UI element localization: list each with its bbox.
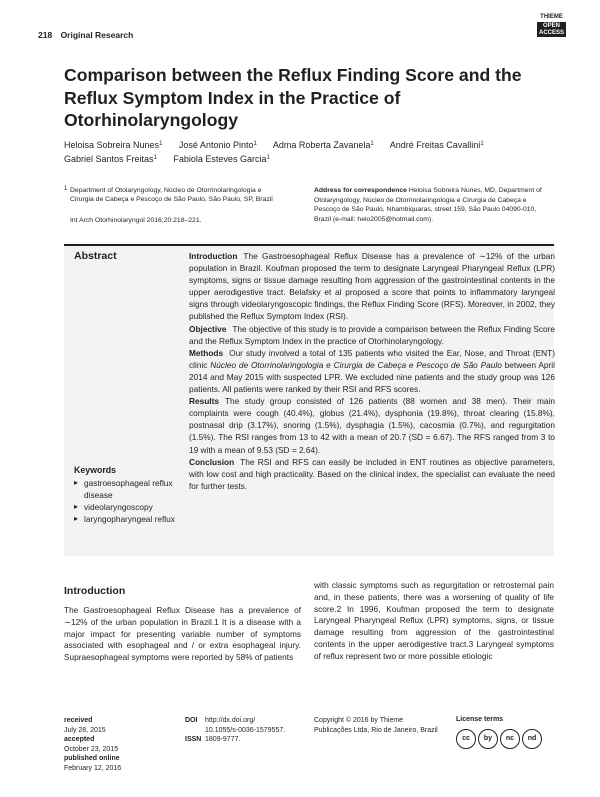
noderivatives-icon: nd (522, 729, 542, 749)
affiliation (64, 186, 284, 204)
thieme-open-access-logo (537, 14, 566, 37)
badge-line-2: ACCESS (538, 29, 564, 36)
keywords-heading: Keywords (74, 465, 117, 475)
abstract-objective: Objective The objective of this study is to provide a comparison between the Reflux Finding Score and the Reflux Symptom Index in the practice of Otorhinolaryngology. (189, 323, 555, 346)
issn-value: 1809-9777. (205, 736, 241, 744)
correspondence-text: Heloisa Sobreira Nunes, MD, Department of Otolaryngology, Núcleo de Otorrinolaringologia e Cirurgia de Cabeça e Pescoço de São Paulo, Nhambiquaras, street 159, São Paulo 04090-010, Brazil (e-mail: helo2005@hotmail.com). (314, 187, 542, 224)
abstract-results: Results The study group consisted of 126 patients (88 women and 38 men). Their main complaints were cough (40.4%), globus (21.4%), dysphonia (19.8%), throat clearing (15.8%), postnasal drip (3.17%), snoring (1.5%), dysphagia (1.5%), cacosmia (0.7%), and regurgitation (1.5%). The RSI ranges from 13 to 42 with a mean of 20.7 (SD = 6.67). The RFS ranged from 3 to 19 with a mean of 9.53 (SD = 2.64). (189, 396, 555, 455)
issn-label: ISSN (185, 736, 202, 744)
license-icons (456, 729, 542, 749)
abstract-heading: Abstract (74, 250, 117, 262)
publication-dates (64, 716, 121, 774)
doi-label: DOI (185, 717, 198, 724)
cc-icon: cc (456, 729, 476, 749)
author: Gabriel Santos Freitas$^1$ (64, 154, 157, 164)
author: José Antonio Pinto$^1$ (178, 140, 257, 150)
correspondence-label: Address for correspondence (314, 187, 407, 194)
article-title: Comparison between the Reflux Finding Score and the Reflux Symptom Index in the Practice of Otorhinolaryngology (64, 65, 522, 130)
attribution-icon: by (478, 729, 498, 749)
received-label: received (64, 717, 93, 724)
abstract-text (189, 250, 555, 492)
doi-block (185, 716, 285, 745)
keywords (74, 464, 179, 525)
badge-line-1: OPEN (542, 23, 560, 29)
license-terms-label: License terms (456, 716, 504, 723)
author: Adma Roberta Zavanela$^1$ (272, 140, 374, 150)
published-label: published online (64, 755, 120, 763)
author-list (64, 138, 534, 166)
affiliation-text: Department of Otolaryngology, Núcleo de Otorrinolaringologia e Cirurgia de Cabeça e Pescoço de São Paulo, São Paulo, SP, Brazil (70, 187, 273, 203)
introduction-heading: Introduction (64, 585, 126, 597)
noncommercial-icon: nc (500, 729, 520, 749)
section-label: Original Research (60, 30, 134, 40)
affiliation-number: 1 (64, 186, 68, 192)
keyword-item: ▸ laryngopharyngeal reflux (74, 513, 179, 525)
abstract-methods: Methods Our study involved a total of 135 patients who visited the Ear, Nose, and Throat (ENT) clinic Núcleo de Otorrinolaringologia e Cirurgia de Cabeça e Pescoço de São Paulo between April 2014 and May 2015 with suspected LPR. We excluded nine patients and the study group was 126 patients. All patients were ranked by their RSI and RFS scores. (189, 347, 555, 395)
author: André Freitas Cavallini$^1$ (389, 140, 484, 150)
introduction-column-2: with classic symptoms such as regurgitation or retrosternal pain and, in these patients, there was a worsening of quality of life score.2 In 1996, Koufman proposed the term to designate Laryngeal Pharyngeal Reflux (LPR) symptoms, signs, or tissue damage resulting from aggression of the gastrointestinal contents in the upper aerodigestive tract.3 Laryngeal symptoms of reflux represent two or more possible etiologic (314, 580, 554, 661)
open-access-badge (537, 22, 566, 37)
doi-id: 10.1055/s-0036-1579557. (205, 726, 286, 734)
accepted-date: October 23, 2015 (64, 745, 119, 753)
published-date: February 12, 2016 (64, 764, 122, 772)
copyright-notice: Copyright © 2016 by Thieme Publicações Ltda, Rio de Janeiro, Brazil (314, 717, 438, 734)
correspondence-address (314, 186, 554, 225)
author: Fabiola Esteves Garcia$^1$ (173, 154, 270, 164)
accepted-label: accepted (64, 736, 95, 744)
introduction-column-1: The Gastroesophageal Reflux Disease has a prevalence of ∼12% of the urban population in Brazil.1 It is a disease with a major impact for presenting variable number of symptoms associated with esophageal and / or extra esophageal injury. Supraesophageal symptoms were reported by 58% of patients (64, 605, 301, 663)
keyword-item: ▸ videolaryngoscopy (74, 501, 179, 513)
abstract-introduction: Introduction The Gastroesophageal Reflux Disease has a prevalence of ∼12% of the urban population in Brazil. Koufman proposed the term to designate Laryngeal Pharyngeal Reflux (LPR) symptoms, signs or tissue damage resulting from aggression of the gastrointestinal contents in the upper aerodigestive tract. Belafsky et al proposed a score that points to inflammatory laryngeal signs through videolaryngoscopic findings, the Reflux Finding Score (RFS). Moreover, in 2002, they published the Reflux Symptom Index (RSI). (189, 251, 555, 322)
keyword-item: ▸ gastroesophageal reflux disease (74, 477, 179, 501)
publisher-brand: THIEME (540, 14, 563, 20)
author: Heloisa Sobreira Nunes$^1$ (64, 140, 163, 150)
received-date: July 28, 2015 (64, 726, 106, 734)
doi-link[interactable]: http://dx.doi.org/ (205, 717, 256, 724)
abstract-conclusion: Conclusion The RSI and RFS can easily be included in ENT routines as objective parameters, with low cost and high practicality. Based on the clinical index, the specialist can evaluate the need for further tests. (189, 456, 555, 491)
journal-reference: Int Arch Otorhinolaryngol 2016;20:218–221. (70, 217, 202, 224)
running-header (38, 30, 133, 40)
page-number: 218 (38, 30, 53, 40)
